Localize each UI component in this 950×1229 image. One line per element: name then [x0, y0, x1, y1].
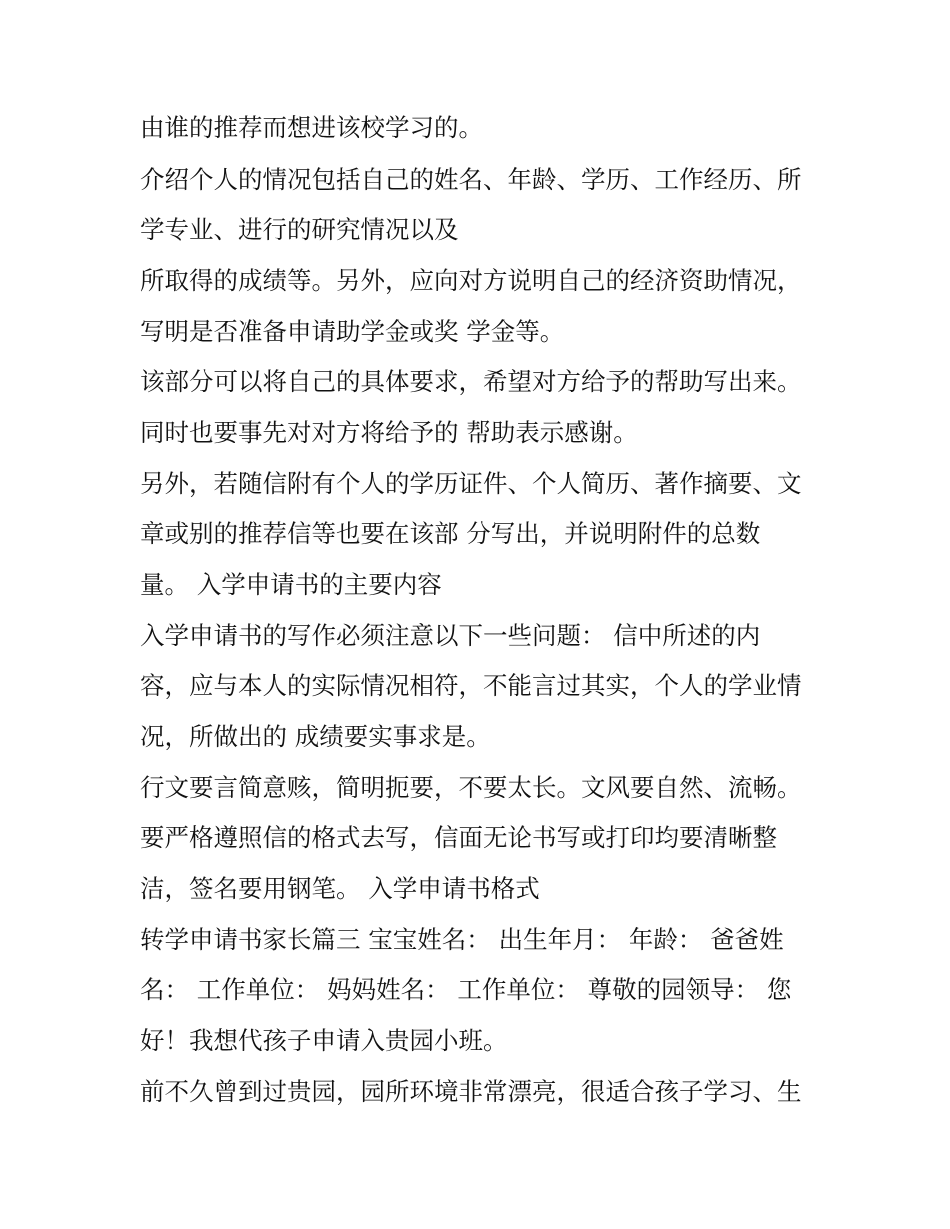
text-line: 由谁的推荐而想进该校学习的。: [140, 113, 483, 142]
text-line: 洁，签名要用钢笔。 入学申请书格式: [140, 874, 540, 903]
text-line: 量。 入学申请书的主要内容: [140, 570, 442, 599]
text-line: 写明是否准备申请助学金或奖 学金等。: [140, 317, 565, 346]
text-line: 同时也要事先对对方将给予的 帮助表示感谢。: [140, 418, 638, 447]
text-line: 学专业、进行的研究情况以及: [140, 215, 459, 244]
text-line: 所取得的成绩等。另外，应向对方说明自己的经济资助情况，: [140, 266, 802, 295]
text-line: 介绍个人的情况包括自己的姓名、年龄、学历、工作经历、所: [140, 165, 802, 194]
text-line: 况，所做出的 成绩要实事求是。: [140, 722, 491, 751]
text-line: 章或别的推荐信等也要在该部 分写出，并说明附件的总数: [140, 519, 761, 548]
text-line: 要严格遵照信的格式去写，信面无论书写或打印均要清晰整: [140, 823, 777, 852]
text-line: 好！我想代孩子申请入贵园小班。: [140, 1026, 508, 1055]
text-line: 行文要言简意赅，简明扼要，不要太长。文风要自然、流畅。: [140, 773, 802, 802]
text-line: 前不久曾到过贵园，园所环境非常漂亮，很适合孩子学习、生: [140, 1077, 802, 1106]
text-line: 该部分可以将自己的具体要求，希望对方给予的帮助写出来。: [140, 367, 802, 396]
text-line: 另外，若随信附有个人的学历证件、个人简历、著作摘要、文: [140, 469, 802, 498]
text-line: 容，应与本人的实际情况相符，不能言过其实，个人的学业情: [140, 671, 802, 700]
text-line: 转学申请书家长篇三 宝宝姓名： 出生年月： 年龄： 爸爸姓: [140, 925, 784, 954]
text-line: 名： 工作单位： 妈妈姓名： 工作单位： 尊敬的园领导： 您: [140, 975, 792, 1004]
text-line: 入学申请书的写作必须注意以下一些问题： 信中所述的内: [140, 621, 761, 650]
